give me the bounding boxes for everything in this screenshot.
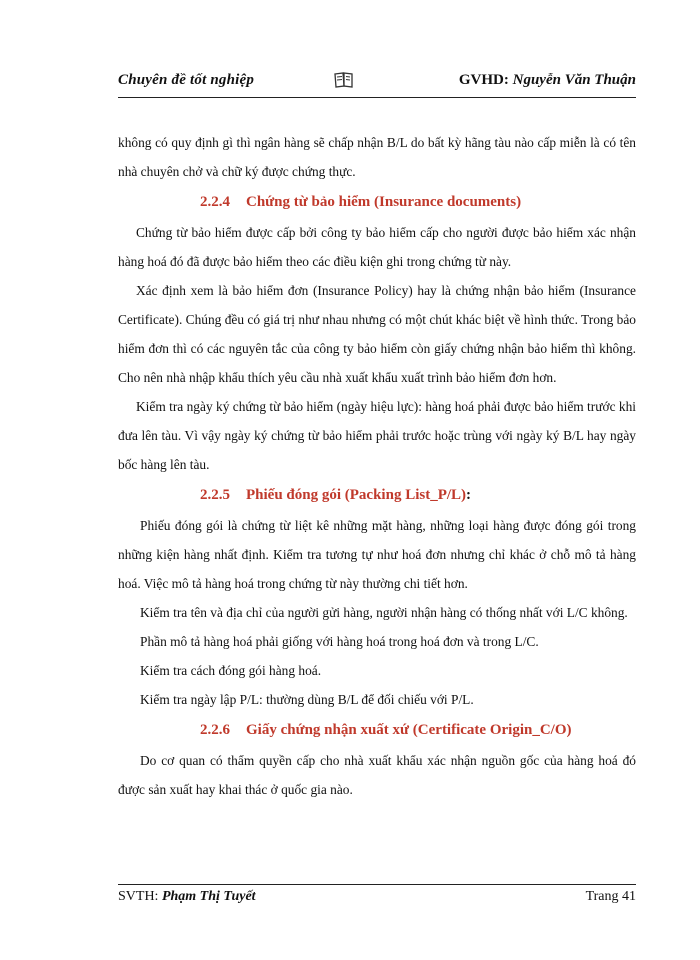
paragraph: Do cơ quan có thẩm quyền cấp cho nhà xuất khẩu xác nhận nguồn gốc của hàng hoá đó được sản xuất hay khai thác ở quốc gia nào. (118, 753, 636, 797)
header-divider (118, 97, 636, 98)
footer-divider (118, 884, 636, 885)
footer-student-name: Phạm Thị Tuyết (161, 889, 256, 904)
section-title: Chứng từ bảo hiểm (Insurance documents) (246, 194, 522, 210)
paragraph: không có quy định gì thì ngân hàng sẽ chấp nhận B/L do bất kỳ hãng tàu nào cấp miễn là có tên nhà chuyên chở và chữ ký được chứng thực. (118, 135, 636, 179)
section-heading-2-2-4 (118, 186, 636, 218)
paragraph: Kiểm tra cách đóng gói hàng hoá. (140, 663, 322, 678)
header-supervisor-label: GVHD: (458, 72, 509, 88)
footer-student (118, 889, 256, 904)
paragraph: Kiểm tra tên và địa chỉ của người gửi hàng, người nhận hàng có thống nhất với L/C không. (140, 605, 628, 620)
section-number: 2.2.5 (200, 487, 230, 503)
section-title: Phiếu đóng gói (Packing List_P/L) (246, 487, 467, 503)
section-title: Giấy chứng nhận xuất xứ (Certificate Origin_C/O) (246, 722, 572, 738)
page-number: Trang 41 (585, 889, 636, 904)
section-heading-2-2-5 (118, 479, 636, 511)
paragraph: Chứng từ bảo hiểm được cấp bởi công ty bảo hiểm cấp cho người được bảo hiểm xác nhận hàng hoá đó đã được bảo hiểm theo các điều kiện ghi trong chứng từ này. (118, 225, 636, 269)
section-title-colon: : (466, 487, 472, 503)
footer-student-label: SVTH: (118, 889, 159, 904)
page-header (118, 70, 636, 94)
section-heading-2-2-6 (118, 714, 636, 746)
page-body (118, 128, 636, 804)
book-icon (333, 70, 355, 90)
section-number: 2.2.4 (200, 194, 230, 210)
paragraph: Phiếu đóng gói là chứng từ liệt kê những mặt hàng, những loại hàng được đóng gói trong những kiện hàng nhất định. Kiểm tra tương tự như hoá đơn nhưng chỉ khác ở chỗ mô tả hàng hoá. Việc mô tả hàng hoá trong chứng từ này thường chi tiết hơn. (118, 518, 636, 591)
header-doc-title: Chuyên đề tốt nghiệp (118, 72, 255, 88)
paragraph: Phần mô tả hàng hoá phải giống với hàng hoá trong hoá đơn và trong L/C. (140, 634, 539, 649)
paragraph: Xác định xem là bảo hiểm đơn (Insurance Policy) hay là chứng nhận bảo hiểm (Insurance Certificate). Chúng đều có giá trị như nhau nhưng có một chút khác biệt về hình thức. Trong bảo hiểm đơn thì có các nguyên tắc của công ty bảo hiểm còn giấy chứng nhận bảo hiểm thì không. Cho nên nhà nhập khẩu thích yêu cầu nhà xuất khẩu xuất trình bảo hiểm đơn hơn. (118, 283, 636, 385)
header-supervisor-name: Nguyễn Văn Thuận (512, 72, 636, 88)
paragraph: Kiểm tra ngày lập P/L: thường dùng B/L để đối chiếu với P/L. (140, 692, 474, 707)
section-number: 2.2.6 (200, 722, 230, 738)
page-footer (118, 889, 636, 905)
paragraph: Kiểm tra ngày ký chứng từ bảo hiểm (ngày hiệu lực): hàng hoá phải được bảo hiểm trước khi đưa lên tàu. Vì vậy ngày ký chứng từ bảo hiểm phải trước hoặc trùng với ngày ký B/L hay ngày bốc hàng lên tàu. (118, 399, 636, 472)
header-supervisor (459, 72, 636, 89)
